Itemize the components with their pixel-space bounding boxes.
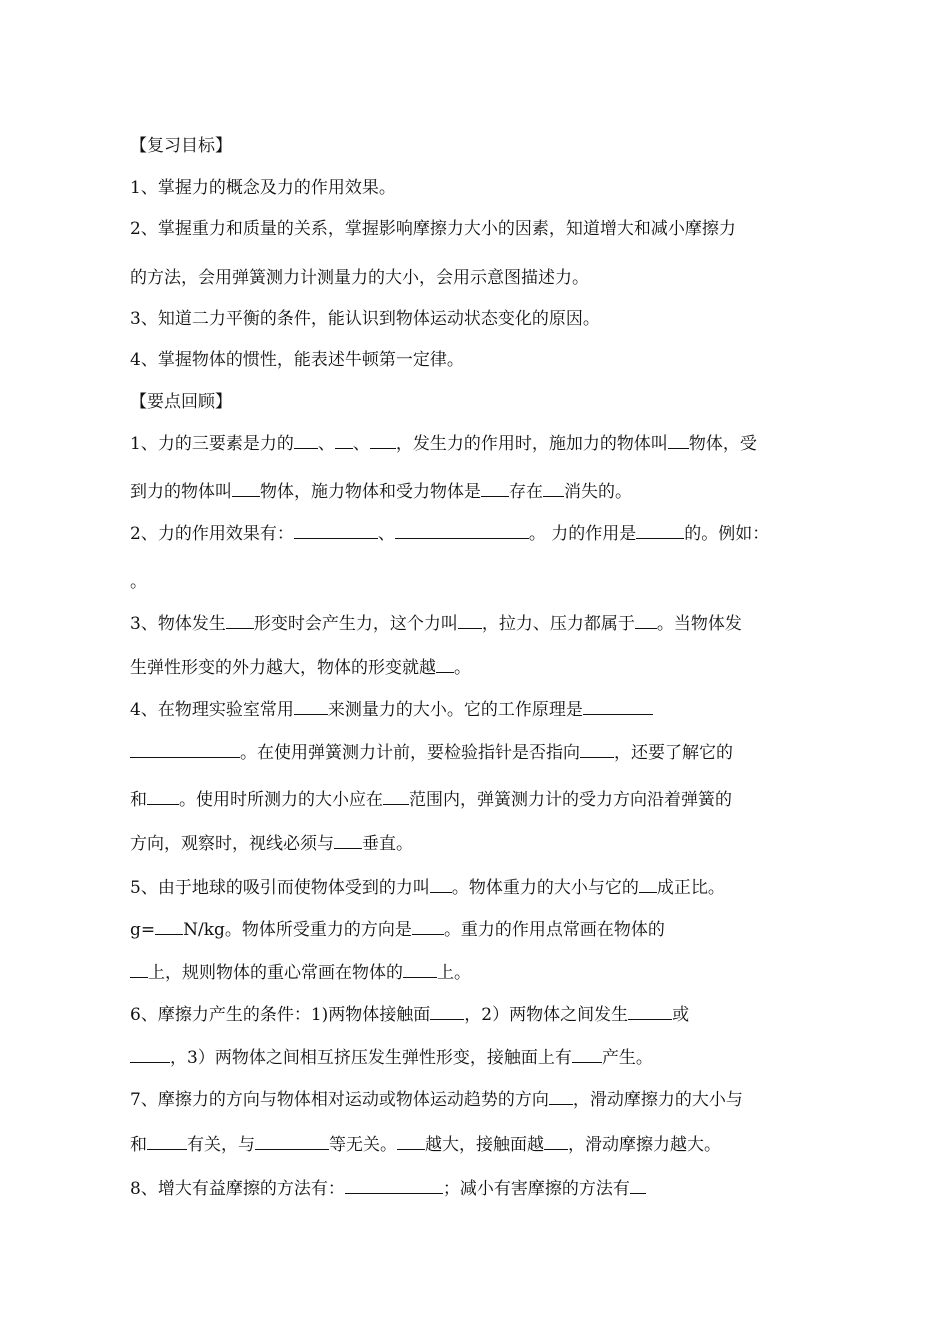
q7-text: 和 [130, 1135, 147, 1155]
q5-text: 上。 [437, 963, 471, 983]
answer-blank[interactable] [226, 613, 254, 629]
q6-text: 6、摩擦力产生的条件：1)两物体接触面 [130, 1005, 431, 1025]
answer-blank[interactable] [636, 523, 684, 539]
goal-item-3: 3、知道二力平衡的条件，能认识到物体运动状态变化的原因。 [130, 309, 600, 329]
answer-blank[interactable] [481, 481, 509, 497]
answer-blank[interactable] [549, 1089, 573, 1105]
answer-blank[interactable] [232, 481, 260, 497]
answer-blank[interactable] [294, 523, 378, 539]
q3-text: 3、物体发生 [130, 614, 226, 634]
answer-blank[interactable] [668, 433, 689, 449]
q2-text: 。 力的作用是 [528, 524, 637, 544]
q6-text: 产生。 [601, 1048, 653, 1068]
q3-text: ，拉力、压力都属于 [481, 614, 635, 634]
answer-blank[interactable] [572, 1047, 602, 1063]
q3-text: 生弹性形变的外力越大，物体的形变就越 [130, 658, 436, 678]
q5-text: g= [130, 920, 156, 940]
q4-text: 和 [130, 790, 147, 810]
q4-text: 。使用时所测力的大小应在 [179, 790, 383, 810]
q4-text: ，还要了解它的 [614, 743, 733, 763]
question-4-line-4 [130, 832, 413, 856]
answer-blank[interactable] [294, 699, 328, 715]
q1-text: 到力的物体叫 [130, 482, 232, 502]
answer-blank[interactable] [294, 433, 318, 449]
answer-blank[interactable] [130, 962, 148, 978]
answer-blank[interactable] [436, 657, 454, 673]
q1-text: 消失的。 [564, 482, 632, 502]
answer-blank[interactable] [430, 1004, 464, 1020]
question-4-line-3 [130, 788, 732, 812]
q5-text: 上，规则物体的重心常画在物体的 [148, 963, 403, 983]
q5-text: 成正比。 [656, 878, 725, 898]
goal-item-2-cont: 的方法，会用弹簧测力计测量力的大小，会用示意图描述力。 [130, 268, 589, 288]
q5-text: 。物体重力的大小与它的 [451, 878, 639, 898]
answer-blank[interactable] [543, 481, 564, 497]
answer-blank[interactable] [395, 523, 529, 539]
q4-text: 方向，观察时，视线必须与 [130, 834, 334, 854]
q4-text: 。在使用弹簧测力计前，要检验指针是否指向 [240, 743, 580, 763]
q7-text: 等无关。 [329, 1135, 397, 1155]
q4-text: 4、在物理实验室常用 [130, 700, 294, 720]
question-7-line-2 [130, 1133, 721, 1157]
question-6-line-1 [130, 1003, 689, 1027]
q2-text: 2、力的作用效果有： [130, 524, 294, 544]
q6-text: ，2）两物体之间发生 [464, 1005, 629, 1025]
answer-blank[interactable] [635, 613, 657, 629]
q8-text: ；减小有害摩擦的方法有 [442, 1179, 630, 1199]
q7-text: 越大，接触面越 [425, 1135, 544, 1155]
answer-blank[interactable] [630, 1178, 646, 1194]
answer-blank[interactable] [335, 433, 353, 449]
answer-blank[interactable] [383, 789, 409, 805]
answer-blank[interactable] [130, 1047, 170, 1063]
answer-blank[interactable] [628, 1004, 672, 1020]
question-2-line-2: 。 [130, 572, 147, 592]
q3-text: 形变时会产生力，这个力叫 [253, 614, 458, 634]
q8-text: 8、增大有益摩擦的方法有： [130, 1179, 345, 1199]
answer-blank[interactable] [412, 919, 444, 935]
question-1-line-1 [130, 432, 757, 456]
question-5-line-3 [130, 961, 471, 985]
answer-blank[interactable] [147, 789, 179, 805]
answer-blank[interactable] [544, 1134, 568, 1150]
answer-blank[interactable] [639, 877, 657, 893]
q3-text: 。 [454, 658, 471, 678]
q5-text: 5、由于地球的吸引而使物体受到的力叫 [130, 878, 430, 898]
q4-text: 垂直。 [362, 834, 413, 854]
q7-text: ，滑动摩擦力的大小与 [572, 1090, 743, 1110]
q1-text: ，发生力的作用时，施加力的物体叫 [395, 434, 668, 454]
q4-text: 范围内，弹簧测力计的受力方向沿着弹簧的 [409, 790, 732, 810]
answer-blank[interactable] [130, 742, 240, 758]
q5-text: N/kg。物体所受重力的方向是 [183, 920, 412, 940]
answer-blank[interactable] [147, 1134, 187, 1150]
question-3-line-1 [130, 612, 742, 636]
answer-blank[interactable] [580, 742, 614, 758]
question-1-line-2 [130, 480, 632, 504]
answer-blank[interactable] [255, 1134, 329, 1150]
q1-text: 物体，受 [688, 434, 757, 454]
q2-text: 、 [377, 524, 395, 544]
section-heading-review: 【要点回顾】 [130, 392, 232, 412]
goal-item-1: 1、掌握力的概念及力的作用效果。 [130, 178, 396, 198]
q4-text: 来测量力的大小。它的工作原理是 [327, 700, 583, 720]
question-5-line-2 [130, 918, 665, 942]
answer-blank[interactable] [345, 1178, 443, 1194]
question-4-line-2 [130, 741, 733, 765]
question-8-line-1 [130, 1177, 646, 1201]
answer-blank[interactable] [583, 699, 653, 715]
q1-text: 、 [352, 434, 370, 454]
q7-text: 有关，与 [187, 1135, 255, 1155]
question-4-line-1 [130, 698, 653, 722]
section-heading-goals: 【复习目标】 [130, 136, 232, 156]
question-6-line-2 [130, 1046, 653, 1070]
q7-text: 7、摩擦力的方向与物体相对运动或物体运动趋势的方向 [130, 1090, 549, 1110]
goal-item-4: 4、掌握物体的惯性，能表述牛顿第一定律。 [130, 350, 464, 370]
question-5-line-1 [130, 876, 725, 900]
question-3-line-2 [130, 656, 471, 680]
goal-item-2: 2、掌握重力和质量的关系，掌握影响摩擦力大小的因素，知道增大和减小摩擦力 [130, 219, 736, 239]
q7-text: ，滑动摩擦力越大。 [568, 1135, 721, 1155]
question-7-line-1 [130, 1088, 743, 1112]
answer-blank[interactable] [334, 833, 362, 849]
question-2-line-1 [130, 522, 769, 546]
q1-text: 1、力的三要素是力的 [130, 434, 294, 454]
q5-text: 。重力的作用点常画在物体的 [443, 920, 665, 940]
answer-blank[interactable] [370, 433, 396, 449]
q6-text: ，3）两物体之间相互挤压发生弹性形变，接触面上有 [170, 1048, 572, 1068]
answer-blank[interactable] [403, 962, 437, 978]
q2-text: 的。例如： [684, 524, 770, 544]
answer-blank[interactable] [155, 919, 183, 935]
q6-text: 或 [672, 1005, 690, 1025]
answer-blank[interactable] [458, 613, 482, 629]
answer-blank[interactable] [397, 1134, 425, 1150]
q1-text: 存在 [509, 482, 543, 502]
q1-text: 物体，施力物体和受力物体是 [260, 482, 481, 502]
q1-text: 、 [317, 434, 335, 454]
q3-text: 。当物体发 [656, 614, 742, 634]
answer-blank[interactable] [430, 877, 452, 893]
